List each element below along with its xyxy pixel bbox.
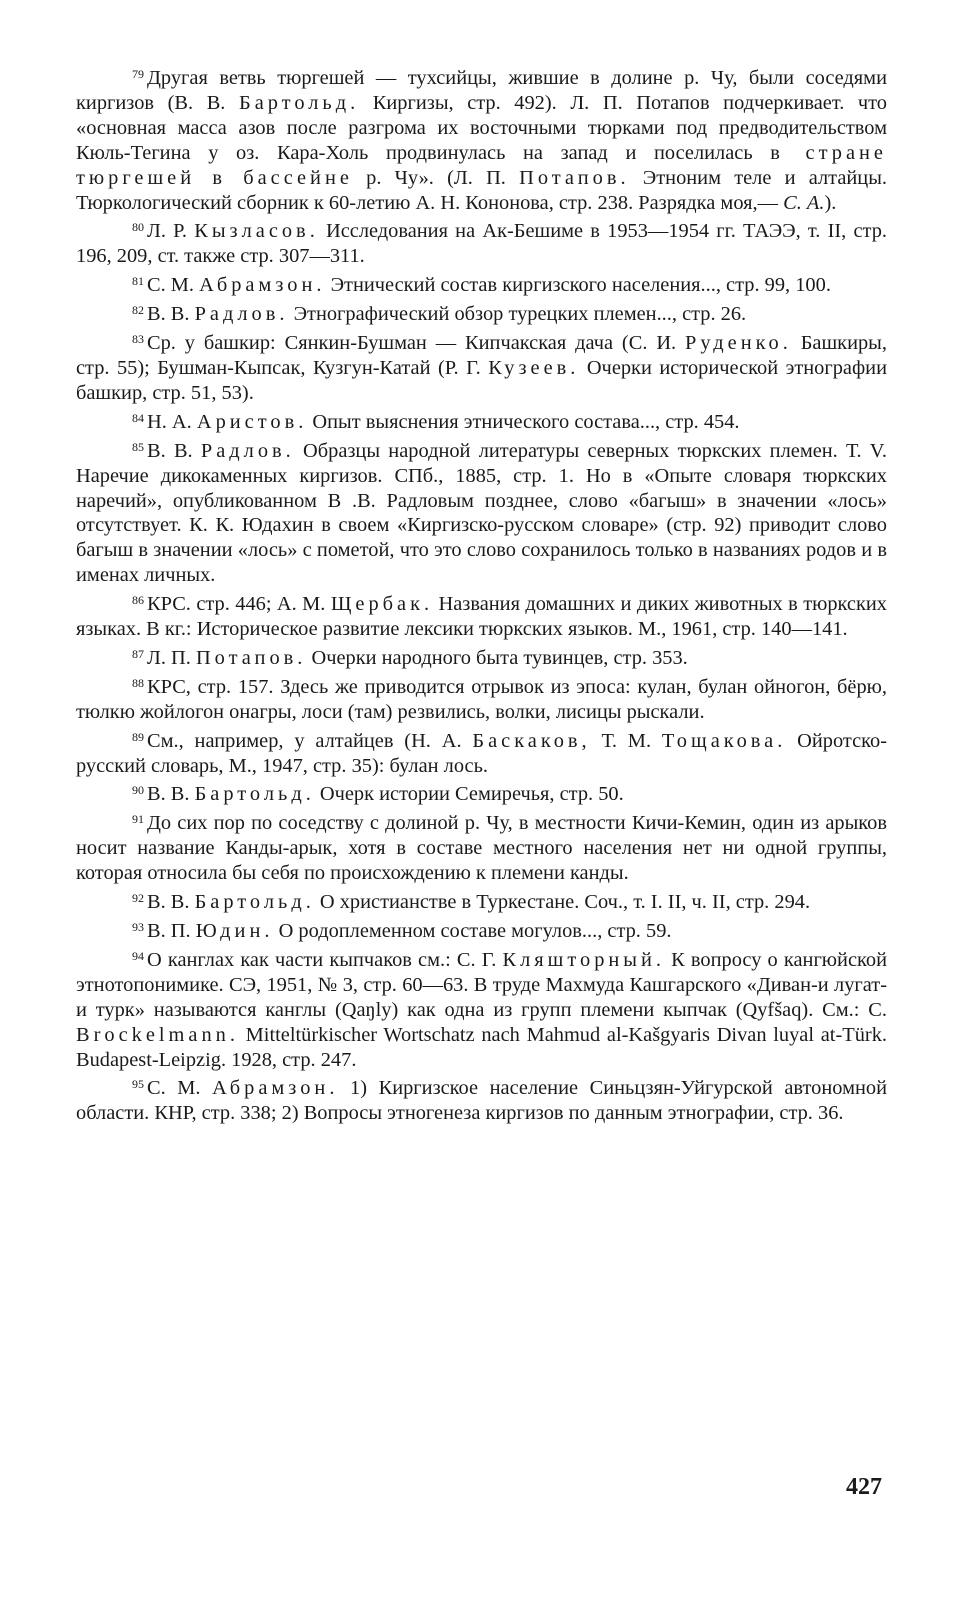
author-name: Щербак. bbox=[330, 593, 434, 616]
footnote-95 bbox=[76, 1072, 887, 1126]
footnote-number: 83 bbox=[132, 332, 144, 347]
author-name: Баскаков, bbox=[472, 729, 591, 752]
footnote-text: 1) Киргизское население Синьцзян-Уйгурской автономной области. КНР, стр. 338; 2) Вопросы этногенеза киргизов по данным этнографии, стр. 36. bbox=[76, 1077, 887, 1125]
author-name: Потапов. bbox=[519, 166, 630, 189]
footnote-text: О христианстве в Туркестане. Соч., т. I. II, ч. II, стр. 294. bbox=[314, 891, 811, 914]
footnote-text: Ср. у башкир: Сянкин-Бушман — Кипчакская дача (С. И. bbox=[147, 332, 686, 355]
footnotes bbox=[76, 62, 887, 1126]
footnote-text: В. В. bbox=[147, 303, 195, 326]
footnote-number: 87 bbox=[132, 646, 144, 661]
footnote-number: 82 bbox=[132, 303, 144, 318]
footnote-text: Очерки народного быта тувинцев, стр. 353. bbox=[306, 646, 688, 669]
footnote-80 bbox=[76, 215, 887, 269]
author-name: Руденко. bbox=[685, 332, 792, 355]
footnote-text: К вопросу о кангюйской этнотопонимике. СЭ, 1951, № 3, стр. 60—63. В труде Махмуда Кашгарского «Диван-и лугат-и турк» называются канглы (Qaŋly) как одна из групп племени кыпчак (Qyfšaq). См.: C. bbox=[76, 948, 887, 1021]
footnote-number: 91 bbox=[132, 812, 144, 827]
footnote-text: Киргизы, стр. 492). Л. П. Потапов подчеркивает. что «основная масса азов после разгрома их восточными тюрками под предводительством Кюль-Тегина у оз. Кара-Холь продвинулась на запад и поселилась bbox=[76, 91, 888, 164]
footnote-text: О канглах как части кыпчаков см.: С. Г. bbox=[147, 948, 503, 971]
footnote-text: р. Чу». (Л. П. bbox=[352, 166, 520, 189]
footnote-text: См., например, у алтайцев (Н. А. bbox=[147, 729, 473, 752]
footnote-number: 90 bbox=[132, 783, 144, 798]
footnote-text: Очерк истории Семиречья, стр. 50. bbox=[314, 783, 624, 806]
author-name: Потапов. bbox=[195, 646, 307, 669]
author-name: Радлов. bbox=[194, 303, 289, 326]
footnote-text: Башкиры, стр. 55); Бушман-Кыпсак, Кузгун-Катай (Р. Г. bbox=[76, 332, 887, 379]
footnote-88 bbox=[76, 671, 887, 725]
footnote-text: В. В. bbox=[147, 783, 195, 806]
author-name: Кляшторный. bbox=[502, 948, 666, 971]
author-name: Аристов. bbox=[196, 410, 308, 433]
footnote-93 bbox=[76, 915, 887, 944]
footnote-90 bbox=[76, 778, 887, 807]
footnote-text: Другая ветвь тюргешей — тухсийцы, жившие в долине р. Чу, были соседями киргизов (В. В. bbox=[76, 67, 887, 114]
author-name: Brockelmann. bbox=[76, 1023, 239, 1046]
footnote-text: Этноним теле и алтайцы. Тюркологический сборник к 60-летию А. Н. Кононова, стр. 238. Разрядка моя,— bbox=[76, 166, 887, 214]
footnote-92 bbox=[76, 886, 887, 915]
footnote-85 bbox=[76, 435, 887, 588]
footnote-number: 93 bbox=[132, 920, 144, 934]
footnote-text: В. В. bbox=[147, 891, 195, 914]
footnote-text: Mitteltürkischer Wortschatz nach Mahmud al-Kašgyaris Divan luyal at-Türk. Budapest-Leipzig. 1928, стр. 247. bbox=[76, 1023, 887, 1071]
footnote-83 bbox=[76, 327, 887, 406]
footnote-number: 80 bbox=[132, 220, 144, 235]
footnote-text: Очерки исторической этнографии башкир, стр. 51, 53). bbox=[76, 356, 887, 404]
footnote-86 bbox=[76, 588, 887, 642]
footnote-text: С. М. bbox=[147, 274, 200, 297]
footnote-text: Этнический состав киргизского населения..., стр. 99, 100. bbox=[325, 274, 831, 297]
footnote-94 bbox=[76, 944, 887, 1073]
author-name: Абрамзон. bbox=[212, 1077, 339, 1100]
footnote-84 bbox=[76, 406, 887, 435]
footnote-text: Ойротско-русский словарь, М., 1947, стр. 35): булан лось. bbox=[76, 729, 887, 777]
author-name: Кузеев. bbox=[488, 356, 580, 379]
footnote-text: КРС. стр. 446; А. М. bbox=[147, 593, 331, 616]
footnote-79 bbox=[76, 62, 887, 215]
footnote-text: Этнографический обзор турецких племен..., стр. 26. bbox=[288, 303, 747, 326]
footnote-text: Исследования на Ак-Бешиме в 1953—1954 гг. ТАЭЭ, т. II, стр. 196, 209, ст. также стр. 307—311. bbox=[76, 220, 887, 268]
footnote-text: Образцы народной литературы северных тюркских племен. Т. V. Наречие дикокаменных киргизов. СПб., 1885, стр. 1. Но в «Опыте словаря тюркских наречий», опубликованном В .В. Радловым позднее, слово «багыш» в значении «лось» отсутствует. К. К. Юдахин в своем «Киргизско-русском словаре» (стр. 92) приводит слово багыш в значении «лось» с пометой, что это слово сохранилось только в названиях родов и в именах личных. bbox=[76, 439, 887, 587]
footnote-text: Н. А. bbox=[147, 410, 197, 433]
footnote-number: 89 bbox=[132, 729, 144, 744]
footnote-text: Л. П. bbox=[147, 646, 196, 669]
footnote-text: В. П. bbox=[147, 920, 196, 942]
footnote-text: Т. М. bbox=[590, 729, 662, 752]
footnote-number: 94 bbox=[132, 948, 144, 963]
page-number: 427 bbox=[846, 1474, 882, 1500]
footnote-number: 81 bbox=[132, 274, 144, 289]
footnote-87 bbox=[76, 642, 887, 671]
footnote-number: 86 bbox=[132, 593, 144, 608]
footnote-text: С. М. bbox=[147, 1077, 213, 1100]
footnote-91 bbox=[76, 807, 887, 886]
footnote-text: ). bbox=[824, 191, 837, 214]
footnote-text: КРС, стр. 157. Здесь же приводится отрывок из эпоса: кулан, булан ойногон, бёрю, тюлкю жойлогон онагры, лоси (там) резвились, волки, лисицы рыскали. bbox=[76, 675, 887, 723]
footnote-text: О родоплеменном составе могулов..., стр. 59. bbox=[273, 920, 672, 942]
footnote-number: 79 bbox=[132, 67, 144, 81]
footnote-text: Л. Р. bbox=[147, 220, 195, 243]
italic-text: С. А. bbox=[783, 191, 825, 214]
footnote-number: 84 bbox=[132, 410, 144, 425]
author-name: Тощакова. bbox=[661, 729, 787, 752]
author-name: Радлов. bbox=[200, 439, 295, 462]
footnote-text: Названия домашних и диких животных в тюркских языках. В кг.: Историческое развитие лексики тюркских языков. М., 1961, стр. 140—141. bbox=[76, 593, 887, 641]
footnote-81 bbox=[76, 269, 887, 298]
footnote-89 bbox=[76, 725, 887, 779]
author-name: в стране тюргешей в бассейне bbox=[76, 141, 887, 189]
footnote-82 bbox=[76, 298, 887, 327]
footnote-number: 85 bbox=[132, 439, 144, 454]
author-name: Кызласов. bbox=[194, 220, 319, 243]
author-name: Бартольд. bbox=[194, 891, 315, 914]
footnote-text: До сих пор по соседству с долиной р. Чу, в местности Кичи-Кемин, один из арыков носит название Канды-арык, хотя в составе местного населения нет ни одной группы, которая относила бы себя по происхождению к племени канды. bbox=[76, 812, 887, 885]
footnote-number: 95 bbox=[132, 1077, 144, 1092]
footnote-number: 92 bbox=[132, 891, 144, 906]
author-name: Абрамзон. bbox=[199, 274, 326, 297]
author-name: Бартольд. bbox=[194, 783, 315, 806]
footnote-text: В. В. bbox=[147, 439, 201, 462]
footnote-number: 88 bbox=[132, 675, 144, 690]
author-name: Юдин. bbox=[195, 920, 274, 942]
footnote-text: Опыт выяснения этнического состава..., стр. 454. bbox=[307, 410, 740, 433]
author-name: Бартольд. bbox=[239, 91, 360, 114]
